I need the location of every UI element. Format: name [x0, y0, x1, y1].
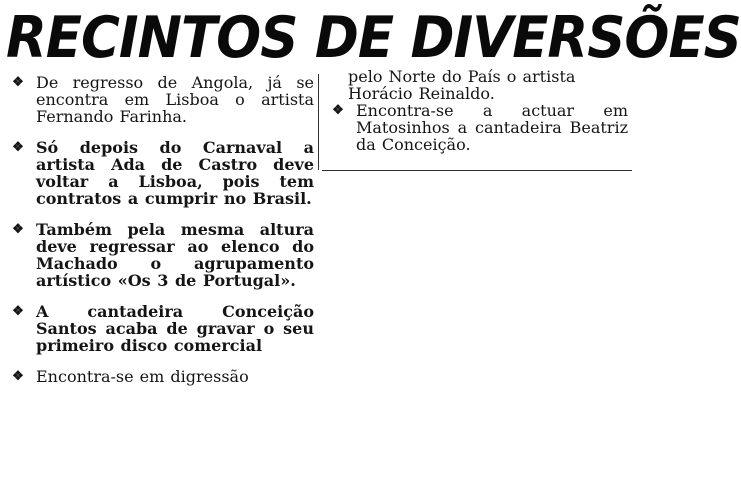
bullet-icon: ❖	[12, 222, 24, 237]
news-item-text: Também pela mesma altura deve regressar ao elenco do Machado o agrupamento artístico «Os 3 de Portugal».	[36, 220, 314, 290]
news-item	[8, 74, 314, 125]
bullet-icon: ❖	[12, 304, 24, 319]
news-item-continuation	[328, 68, 628, 102]
news-item-text: De regresso de Angola, já se encontra em Lisboa o artista Fernando Farinha.	[36, 73, 314, 126]
news-item	[8, 303, 314, 354]
left-column	[8, 74, 314, 385]
section-rule	[322, 170, 632, 171]
bullet-icon: ❖	[12, 369, 24, 384]
news-item-text: Encontra-se a actuar em Matosinhos a cantadeira Beatriz da Conceição.	[356, 101, 628, 154]
news-item-text: Encontra-se em digressão	[36, 367, 249, 386]
headline: RECINTOS DE DIVERSÕES	[6, 5, 741, 72]
bullet-icon: ❖	[332, 103, 344, 118]
news-item	[8, 368, 314, 385]
news-item	[8, 221, 314, 289]
column-divider	[318, 74, 319, 170]
news-item-text: Só depois do Carnaval a artista Ada de Castro deve voltar a Lisboa, pois tem contratos a cumprir no Brasil.	[36, 138, 314, 208]
bullet-icon: ❖	[12, 140, 24, 155]
right-column	[328, 68, 628, 153]
news-item	[328, 102, 628, 153]
news-item-text: pelo Norte do País o artista Horácio Reinaldo.	[348, 67, 576, 103]
news-item-text: A cantadeira Conceição Santos acaba de gravar o seu primeiro disco comercial	[36, 302, 314, 355]
bullet-icon: ❖	[12, 75, 24, 90]
news-item	[8, 139, 314, 207]
